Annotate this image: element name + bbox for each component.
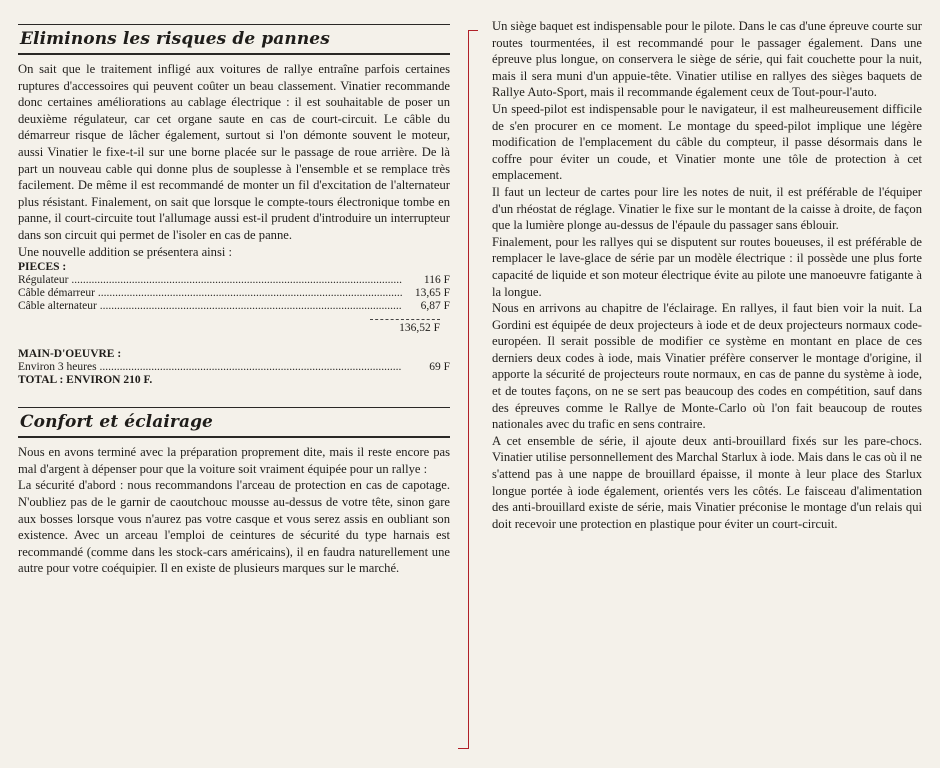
section1-paragraph1: On sait que le traitement infligé aux voitures de rallye entraîne parfois certaines ruptures d'accessoires qui peuvent coûter un beau classement. Vinatier recommande donc certaines améliorations au cablage électrique : il est souhaitable de poser un deuxième régulateur, car cet organe saute en cas de court-circuit. Le câble du démarreur risque de lâcher également, surtout si l'on démonte souvent le moteur, aussi Vinatier le fixe-t-il sur une borne placée sur le passage de roue arrière. De là part un nouveau cable qui donne plus de souplesse à l'ensemble et se remplace très facilement. De même il est recommandé de monter un fil d'excitation de l'alternateur plus résistant. Finalement, on sait que lorsque le compte-tours électronique tombe en panne, il court-circuite tout l'allumage aussi est-il prudent d'introduire un interrupteur dans son circuit qui permet de l'isoler en cas de panne. xyxy=(18,62,450,242)
right-paragraph2: Un speed-pilot est indispensable pour le navigateur, il est malheureusement difficile de s'en procurer en ce moment. Le montage du speed-pilot implique une légère modification de l'emplacement du câble du compteur, il passe désormais dans le coffre pour éviter un coude, et Vinatier monte une tôle de protection à cet emplacement. xyxy=(492,101,922,183)
section2-header xyxy=(18,408,450,438)
main-oeuvre-label: Environ 3 heures ..... xyxy=(18,361,402,374)
main-oeuvre-header: MAIN-D'OEUVRE : xyxy=(18,348,122,361)
left-column xyxy=(18,0,450,577)
section1-paragraph2: Une nouvelle addition se présentera ainsi : xyxy=(18,244,233,259)
pieces-row xyxy=(18,287,450,300)
section2-title: Confort et éclairage xyxy=(20,412,213,433)
subtotal-value: 136,52 F xyxy=(399,322,440,335)
pieces-row-label: Régulateur ..... xyxy=(18,274,402,287)
pieces-row-value: 13,65 F xyxy=(414,287,450,300)
right-paragraph3: Il faut un lecteur de cartes pour lire les notes de nuit, il est préférable de l'équiper d'un rhéostat de réglage. Vinatier le fixe sur le montant de la caisse à droite, de façon que la lumière plonge au-dessus de l'épaule du passager sans éblouir. xyxy=(492,184,922,233)
section1-title: Eliminons les risques de pannes xyxy=(20,29,330,49)
right-column xyxy=(492,18,922,532)
red-connector-vertical xyxy=(468,30,479,748)
total-line: TOTAL : ENVIRON 210 F. xyxy=(18,374,153,387)
pieces-row-value: 6,87 F xyxy=(420,300,450,313)
section2-paragraph2: La sécurité d'abord : nous recommandons l'arceau de protection en cas de capotage. N'oubliez pas de le garnir de caoutchouc mousse au-dessus de votre tête, sinon gare aux bosses lorsque vous n'aurez pas votre casque et vous serez assis en oubliant son existence. Avec un arceau l'emploi de ceintures de sécurité du type harnais est recommandé (comme dans les stock-cars américains), il en faudra naturellement une autre pour votre coéquipier. Il en existe de plusieurs marques sur le marché. xyxy=(18,478,450,576)
red-connector-bottom xyxy=(458,748,469,749)
main-oeuvre-value: 69 F xyxy=(429,361,450,374)
pieces-list xyxy=(18,261,450,387)
section2-paragraph1: Nous en avons terminé avec la préparation proprement dite, mais il reste encore pas mal d'argent à dépenser pour que la voiture soit vraiment équipée pour un rallye : xyxy=(18,445,450,476)
right-paragraph5: Nous en arrivons au chapitre de l'éclairage. En rallyes, il faut bien voir la nuit. La Gordini est équipée de deux projecteurs à iode et de deux projecteurs normaux code-européen. Il serait possible de modifier ce système en montant en place de ces derniers deux codes à iode, mais Vinatier préfère conserver le montage d'origine, il apporte la sécurité de projecteurs route normaux, en cas de panne du système à iode, et de toutes façons, on ne se sert pas beaucoup des codes en compétition, sauf dans des épreuves comme le Rallye de Monte-Carlo où l'on fait beaucoup de routes nationales avec du trafic en sens contraire. xyxy=(492,301,922,432)
pieces-header: PIECES : xyxy=(18,261,67,274)
subtotal-divider xyxy=(370,319,440,320)
main-oeuvre-row xyxy=(18,361,450,374)
right-paragraph6: A cet ensemble de série, il ajoute deux anti-brouillard fixés sur les pare-chocs. Vinatier utilise personnellement des Marchal Starlux à iode. Mais dans le cas où il ne s'attend pas à une nappe de brouillard épaisse, il monte à leur place des Starlux longue portée à iode également, orientés vers les côtés. Le faisceau d'alimentation des anti-brouillard existe de série, mais Vinatier préconise le montage d'un relais qui doit recevoir une protection en plastique pour éviter un court-circuit. xyxy=(492,433,922,531)
pieces-row-label: Câble démarreur ..... xyxy=(18,287,402,300)
pieces-row xyxy=(18,274,450,287)
pieces-row-label: Câble alternateur ..... xyxy=(18,300,402,313)
pieces-row-value: 116 F xyxy=(423,274,450,287)
right-paragraph1: Un siège baquet est indispensable pour le pilote. Dans le cas d'une épreuve courte sur routes tourmentées, il est recommandé pour le passager également. Dans une épreuve plus longue, on conservera le siège de série, qui fait couchette pour la nuit, mais il sera muni d'un appuie-tête. Vinatier utilise en rallyes des sièges baquets de Rallye Auto-Sport, mais il recommande également ceux de Tout-pour-l'auto. xyxy=(492,19,922,100)
section1-header xyxy=(18,25,450,55)
right-paragraph4: Finalement, pour les rallyes qui se disputent sur routes boueuses, il est préférable de remplacer le lave-glace de série par un modèle électrique : il possède une plus forte capacité de liquide et son moteur électrique évite au pilote une manoeuvre fatigante à la longue. xyxy=(492,234,922,299)
pieces-row xyxy=(18,300,450,313)
